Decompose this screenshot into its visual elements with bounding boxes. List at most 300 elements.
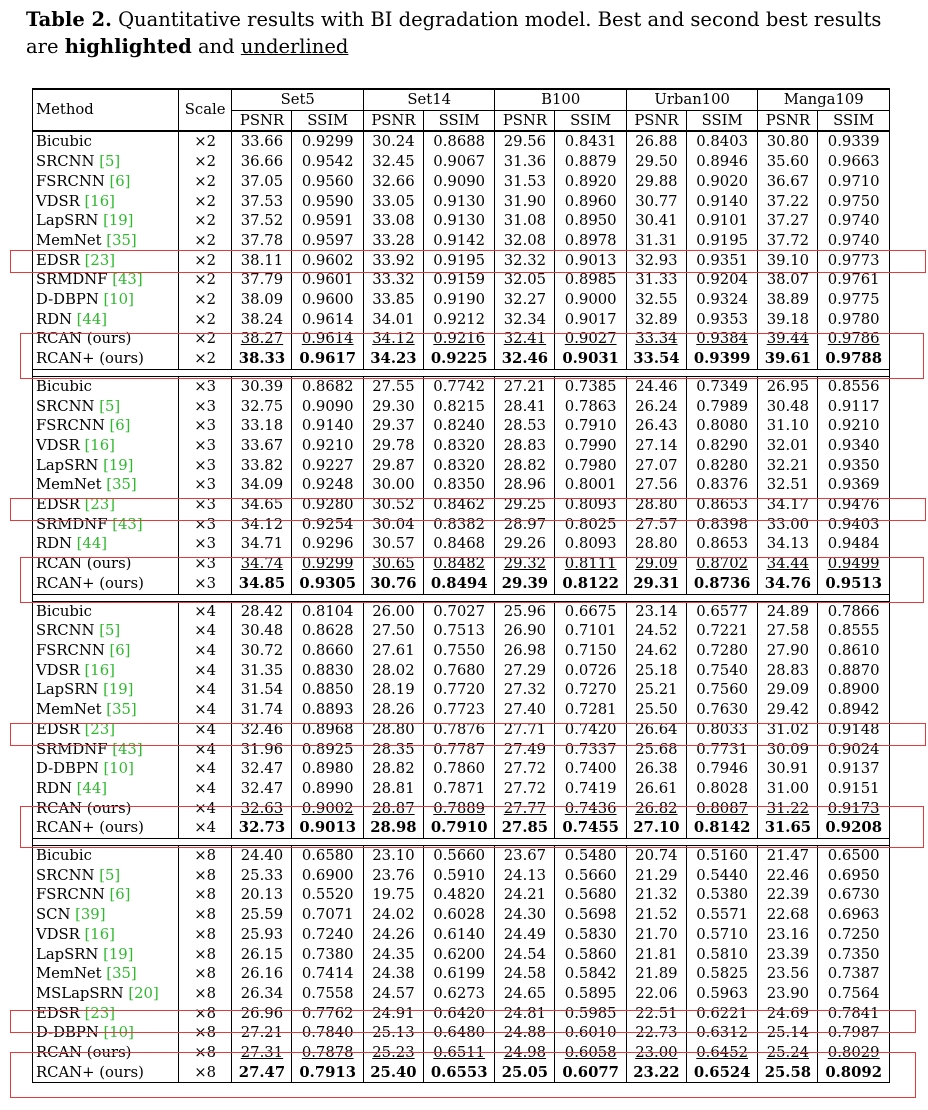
method-cell (33, 720, 179, 740)
header-row-datasets (33, 89, 890, 110)
table-row (33, 574, 890, 594)
reference-link[interactable]: [35] (106, 231, 137, 249)
value-ssim: 0.8280 (696, 456, 749, 474)
header-dataset-set14: Set14 (363, 89, 494, 110)
value-psnr: 27.40 (503, 701, 547, 719)
value-cell (686, 172, 758, 192)
method-cell (33, 310, 179, 330)
value-cell (292, 885, 364, 905)
table-row (33, 759, 890, 779)
scale-cell: ×2 (178, 349, 232, 369)
value-cell (495, 818, 555, 838)
value-cell (626, 270, 686, 290)
value-ssim: 0.9142 (433, 231, 486, 249)
value-psnr: 37.05 (240, 172, 284, 190)
value-psnr: 27.21 (240, 1024, 284, 1042)
value-cell (758, 984, 818, 1004)
value-ssim: 0.9788 (825, 350, 882, 368)
value-cell (686, 945, 758, 965)
value-cell (232, 661, 292, 681)
value-psnr: 30.57 (372, 535, 415, 553)
reference-link[interactable]: [20] (128, 984, 159, 1002)
value-cell (626, 349, 686, 369)
value-ssim: 0.7560 (696, 681, 749, 699)
header-metric-ssim: SSIM (555, 110, 627, 131)
value-cell (686, 779, 758, 799)
value-psnr: 31.35 (240, 661, 284, 679)
reference-link[interactable]: [35] (106, 476, 137, 494)
value-ssim: 0.9299 (301, 133, 354, 151)
value-cell (495, 290, 555, 310)
value-cell (495, 964, 555, 984)
value-psnr: 33.05 (372, 192, 415, 210)
value-psnr: 24.26 (372, 925, 415, 943)
reference-link[interactable]: [10] (103, 291, 134, 309)
value-cell (495, 574, 555, 594)
value-cell (686, 846, 758, 866)
value-psnr: 28.02 (372, 661, 415, 679)
value-psnr: 24.46 (635, 377, 678, 395)
value-cell (626, 1004, 686, 1024)
value-cell (818, 495, 890, 515)
method-name: SRCNN (36, 866, 100, 884)
value-cell (232, 1004, 292, 1024)
value-cell (686, 554, 758, 574)
reference-link[interactable]: [6] (109, 172, 131, 190)
value-ssim: 0.7150 (564, 641, 617, 659)
method-name: EDSR (36, 1004, 85, 1022)
value-cell (495, 416, 555, 436)
value-ssim: 0.5895 (564, 984, 617, 1002)
value-cell (292, 964, 364, 984)
value-cell (758, 680, 818, 700)
method-name: SRCNN (36, 397, 100, 415)
value-cell (758, 131, 818, 152)
header-dataset-manga109: Manga109 (758, 89, 890, 110)
value-cell (423, 310, 495, 330)
value-cell (292, 251, 364, 271)
value-cell (363, 231, 423, 251)
value-cell (818, 1043, 890, 1063)
value-cell (818, 661, 890, 681)
value-psnr: 39.44 (766, 330, 810, 348)
value-cell (423, 1043, 495, 1063)
value-cell (495, 456, 555, 476)
value-psnr: 37.52 (240, 212, 284, 230)
table-row (33, 925, 890, 945)
value-cell (363, 885, 423, 905)
value-psnr: 27.72 (503, 779, 547, 797)
value-cell (686, 534, 758, 554)
method-cell (33, 866, 179, 886)
reference-link[interactable]: [5] (99, 866, 121, 884)
value-cell (555, 661, 627, 681)
reference-link[interactable]: [10] (103, 1024, 134, 1042)
value-ssim: 0.9212 (433, 310, 486, 328)
value-cell (626, 515, 686, 535)
value-cell (555, 680, 627, 700)
method-cell (33, 885, 179, 905)
value-cell (232, 574, 292, 594)
value-cell (818, 601, 890, 621)
value-psnr: 34.13 (766, 535, 810, 553)
value-ssim: 0.7889 (433, 799, 486, 817)
value-psnr: 32.32 (503, 251, 547, 269)
reference-link[interactable]: [35] (106, 701, 137, 719)
reference-link[interactable]: [16] (84, 436, 115, 454)
reference-link[interactable]: [19] (103, 456, 134, 474)
value-ssim: 0.9195 (696, 231, 749, 249)
value-cell (818, 131, 890, 152)
value-cell (423, 131, 495, 152)
value-cell (232, 720, 292, 740)
reference-link[interactable]: [19] (103, 681, 134, 699)
value-cell (423, 818, 495, 838)
value-psnr: 22.46 (766, 866, 810, 884)
value-psnr: 28.96 (503, 476, 547, 494)
value-psnr: 33.00 (766, 515, 810, 533)
value-cell (232, 495, 292, 515)
value-psnr: 39.61 (764, 350, 812, 368)
value-cell (495, 740, 555, 760)
value-ssim: 0.8468 (433, 535, 486, 553)
value-ssim: 0.9663 (827, 153, 880, 171)
table-row (33, 601, 890, 621)
reference-link[interactable]: [23] (84, 1004, 116, 1022)
value-psnr: 35.60 (766, 153, 810, 171)
value-psnr: 26.88 (635, 133, 678, 151)
reference-link[interactable]: [23] (84, 496, 116, 514)
method-name: MemNet (36, 476, 107, 494)
value-cell (626, 905, 686, 925)
value-ssim: 0.5825 (696, 965, 749, 983)
value-psnr: 25.24 (766, 1044, 810, 1062)
value-cell (232, 310, 292, 330)
value-cell (758, 172, 818, 192)
value-ssim: 0.7720 (433, 681, 486, 699)
scale-cell: ×3 (178, 495, 232, 515)
value-ssim: 0.5660 (564, 866, 617, 884)
method-cell (33, 554, 179, 574)
value-ssim: 0.5571 (696, 906, 749, 924)
reference-link[interactable]: [10] (103, 760, 134, 778)
scale-cell: ×4 (178, 779, 232, 799)
caption-text: Quantitative results with BI degradation model. Best and second best results are (26, 8, 882, 58)
value-psnr: 26.64 (635, 720, 678, 738)
reference-link[interactable]: [19] (103, 945, 134, 963)
value-psnr: 33.28 (372, 231, 415, 249)
reference-link[interactable]: [16] (84, 192, 115, 210)
reference-link[interactable]: [6] (109, 886, 131, 904)
value-ssim: 0.9000 (564, 291, 617, 309)
value-ssim: 0.7910 (564, 417, 617, 435)
value-psnr: 37.27 (766, 212, 810, 230)
value-cell (818, 152, 890, 172)
value-psnr: 33.67 (240, 436, 284, 454)
value-cell (758, 211, 818, 231)
value-psnr: 27.55 (372, 377, 415, 395)
value-cell (818, 534, 890, 554)
value-ssim: 0.9499 (827, 555, 880, 573)
caption-label: Table 2. (26, 8, 112, 31)
table-row (33, 349, 890, 369)
value-cell (232, 349, 292, 369)
value-cell (758, 310, 818, 330)
value-cell (292, 925, 364, 945)
value-cell (686, 270, 758, 290)
value-ssim: 0.6010 (564, 1024, 617, 1042)
value-psnr: 23.90 (766, 984, 810, 1002)
value-ssim: 0.8830 (301, 661, 354, 679)
value-psnr: 24.49 (503, 925, 547, 943)
value-cell (686, 290, 758, 310)
value-ssim: 0.9195 (433, 251, 486, 269)
value-cell (555, 495, 627, 515)
value-cell (232, 641, 292, 661)
method-cell (33, 945, 179, 965)
value-psnr: 28.81 (372, 779, 415, 797)
value-ssim: 0.7550 (433, 641, 486, 659)
value-ssim: 0.9597 (301, 231, 354, 249)
value-ssim: 0.9280 (301, 496, 354, 514)
value-cell (292, 270, 364, 290)
value-cell (818, 925, 890, 945)
value-cell (818, 397, 890, 417)
value-psnr: 28.26 (372, 701, 415, 719)
value-ssim: 0.8893 (301, 701, 354, 719)
value-psnr: 30.04 (372, 515, 415, 533)
value-psnr: 34.74 (240, 555, 284, 573)
value-cell (232, 554, 292, 574)
value-psnr: 29.39 (501, 574, 549, 592)
value-ssim: 0.6900 (301, 866, 354, 884)
value-ssim: 0.8320 (433, 436, 486, 454)
value-cell (555, 601, 627, 621)
value-psnr: 24.57 (372, 984, 415, 1002)
value-cell (232, 436, 292, 456)
value-ssim: 0.9204 (696, 271, 749, 289)
table-row (33, 885, 890, 905)
reference-link[interactable]: [6] (109, 641, 131, 659)
value-psnr: 38.09 (240, 291, 284, 309)
reference-link[interactable]: [44] (76, 310, 108, 328)
value-cell (292, 759, 364, 779)
reference-link[interactable]: [35] (106, 965, 137, 983)
value-ssim: 0.9350 (827, 456, 880, 474)
value-cell (292, 534, 364, 554)
method-cell (33, 376, 179, 396)
value-psnr: 25.59 (240, 906, 284, 924)
value-cell (626, 416, 686, 436)
value-cell (686, 700, 758, 720)
value-cell (232, 456, 292, 476)
value-ssim: 0.9130 (433, 212, 486, 230)
value-cell (423, 905, 495, 925)
value-psnr: 38.33 (238, 350, 286, 368)
value-psnr: 28.80 (372, 720, 415, 738)
method-name: RCAN (ours) (36, 555, 132, 573)
value-ssim: 0.7762 (301, 1004, 354, 1022)
value-cell (423, 397, 495, 417)
scale-cell: ×8 (178, 1004, 232, 1024)
value-ssim: 0.8403 (696, 133, 749, 151)
value-psnr: 27.85 (501, 819, 549, 837)
value-cell (363, 349, 423, 369)
value-cell (292, 211, 364, 231)
value-cell (232, 290, 292, 310)
table-row (33, 211, 890, 231)
reference-link[interactable]: [16] (84, 925, 115, 943)
value-psnr: 24.21 (503, 886, 547, 904)
value-psnr: 30.48 (766, 397, 810, 415)
table-row (33, 376, 890, 396)
value-cell (686, 329, 758, 349)
value-psnr: 30.24 (372, 133, 415, 151)
method-cell (33, 799, 179, 819)
value-psnr: 30.77 (635, 192, 678, 210)
value-cell (686, 925, 758, 945)
value-cell (423, 376, 495, 396)
value-cell (758, 1004, 818, 1024)
method-cell (33, 270, 179, 290)
value-cell (495, 397, 555, 417)
value-psnr: 24.35 (372, 945, 415, 963)
reference-link[interactable]: [43] (112, 740, 143, 758)
reference-link[interactable]: [44] (76, 535, 108, 553)
value-cell (495, 554, 555, 574)
scale-cell: ×4 (178, 700, 232, 720)
value-cell (292, 376, 364, 396)
value-ssim: 0.8382 (433, 515, 486, 533)
value-cell (555, 700, 627, 720)
value-psnr: 28.80 (635, 535, 678, 553)
reference-link[interactable]: [5] (99, 397, 121, 415)
value-cell (758, 866, 818, 886)
value-psnr: 30.65 (372, 555, 415, 573)
value-cell (818, 885, 890, 905)
value-cell (818, 211, 890, 231)
reference-link[interactable]: [44] (76, 779, 108, 797)
value-ssim: 0.8942 (827, 701, 880, 719)
value-psnr: 34.09 (240, 476, 284, 494)
value-psnr: 36.66 (240, 153, 284, 171)
value-ssim: 0.9384 (696, 330, 749, 348)
value-ssim: 0.8870 (827, 661, 880, 679)
value-ssim: 0.8350 (433, 476, 486, 494)
value-cell (363, 945, 423, 965)
value-cell (758, 515, 818, 535)
value-cell (495, 329, 555, 349)
value-ssim: 0.8494 (430, 574, 488, 592)
method-cell (33, 574, 179, 594)
value-cell (555, 945, 627, 965)
value-psnr: 37.72 (766, 231, 810, 249)
reference-link[interactable]: [23] (84, 720, 116, 738)
value-ssim: 0.9602 (301, 251, 354, 269)
value-ssim: 0.8850 (301, 681, 354, 699)
value-cell (758, 720, 818, 740)
value-cell (363, 740, 423, 760)
value-ssim: 0.9017 (564, 310, 617, 328)
value-cell (232, 984, 292, 1004)
scale-cell: ×3 (178, 397, 232, 417)
reference-link[interactable]: [39] (75, 906, 106, 924)
reference-link[interactable]: [23] (84, 251, 116, 269)
value-psnr: 21.89 (635, 965, 678, 983)
value-ssim: 0.7071 (301, 906, 354, 924)
value-cell (818, 376, 890, 396)
method-name: RCAN+ (ours) (36, 574, 144, 592)
value-psnr: 30.91 (766, 760, 810, 778)
value-cell (232, 945, 292, 965)
value-psnr: 28.87 (372, 799, 415, 817)
value-cell (423, 759, 495, 779)
value-ssim: 0.8482 (433, 555, 486, 573)
reference-link[interactable]: [5] (99, 622, 121, 640)
value-cell (232, 964, 292, 984)
value-ssim: 0.6730 (827, 886, 880, 904)
value-ssim: 0.7860 (433, 760, 486, 778)
value-ssim: 0.9542 (301, 153, 354, 171)
value-cell (686, 680, 758, 700)
reference-link[interactable]: [19] (103, 212, 134, 230)
value-cell (555, 740, 627, 760)
value-cell (363, 700, 423, 720)
value-psnr: 25.14 (766, 1024, 810, 1042)
value-cell (758, 397, 818, 417)
value-psnr: 29.30 (372, 397, 415, 415)
table-row (33, 172, 890, 192)
value-ssim: 0.9148 (827, 720, 880, 738)
value-ssim: 0.7731 (696, 740, 749, 758)
value-cell (495, 192, 555, 212)
value-ssim: 0.8087 (696, 799, 749, 817)
value-ssim: 0.5810 (696, 945, 749, 963)
reference-link[interactable]: [16] (84, 661, 115, 679)
value-psnr: 24.13 (503, 866, 547, 884)
value-psnr: 32.75 (240, 397, 284, 415)
value-psnr: 31.53 (503, 172, 547, 190)
value-cell (232, 416, 292, 436)
scale-cell: ×2 (178, 251, 232, 271)
table-row (33, 456, 890, 476)
method-cell (33, 152, 179, 172)
scale-cell: ×3 (178, 574, 232, 594)
method-name: FSRCNN (36, 172, 110, 190)
reference-link[interactable]: [43] (112, 515, 143, 533)
value-psnr: 34.12 (372, 330, 415, 348)
reference-link[interactable]: [5] (99, 153, 121, 171)
reference-link[interactable]: [6] (109, 417, 131, 435)
value-psnr: 31.31 (635, 231, 678, 249)
value-cell (555, 475, 627, 495)
reference-link[interactable]: [43] (112, 271, 143, 289)
value-cell (758, 574, 818, 594)
method-name: RCAN (ours) (36, 1044, 132, 1062)
value-psnr: 31.36 (503, 153, 547, 171)
value-ssim: 0.9617 (299, 350, 357, 368)
method-name: RCAN (ours) (36, 799, 132, 817)
value-cell (495, 601, 555, 621)
value-cell (292, 1043, 364, 1063)
value-cell (686, 349, 758, 369)
value-ssim: 0.4820 (433, 886, 486, 904)
value-cell (292, 799, 364, 819)
value-cell (495, 885, 555, 905)
method-name: FSRCNN (36, 641, 110, 659)
value-psnr: 28.80 (635, 496, 678, 514)
group-separator (33, 369, 890, 376)
